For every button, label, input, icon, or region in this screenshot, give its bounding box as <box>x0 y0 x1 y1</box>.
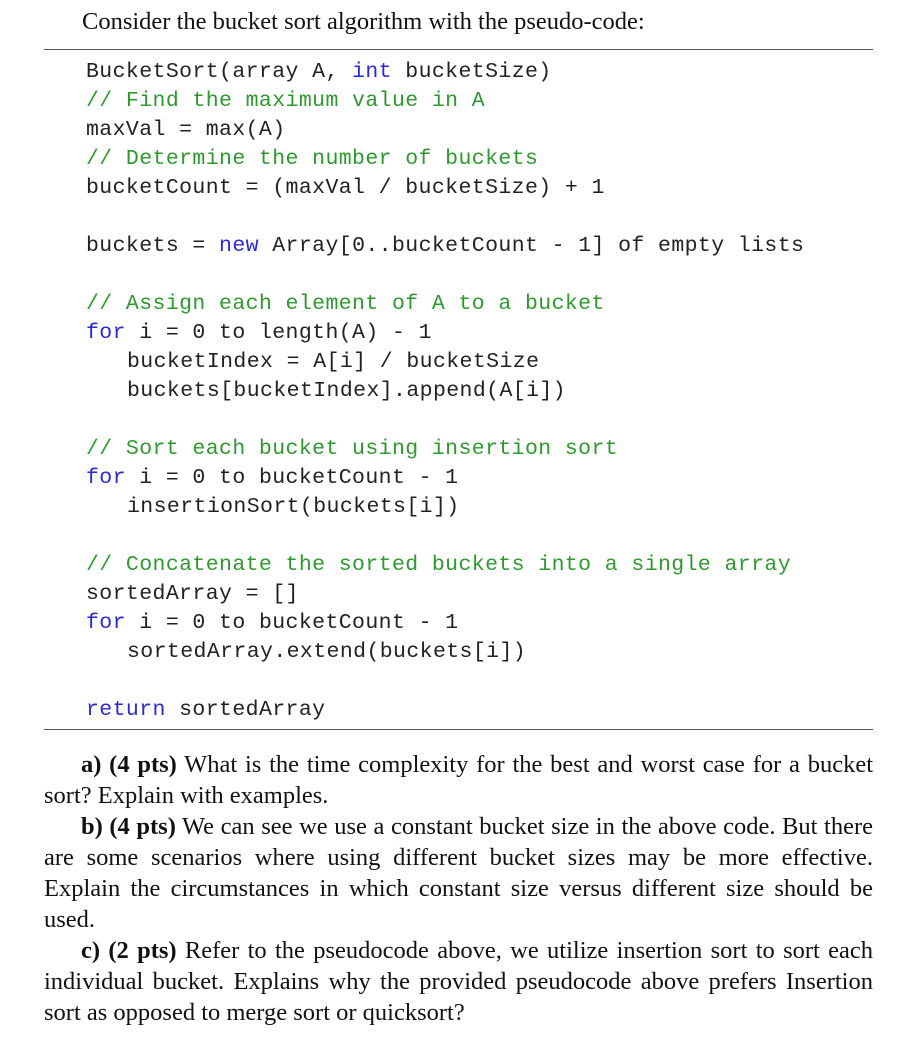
code-line <box>86 377 804 406</box>
code-token: sortedArray <box>165 698 326 722</box>
code-comment: // Assign each element of A to a bucket <box>86 292 605 316</box>
question-b-label: b) (4 pts) <box>81 813 176 840</box>
code-token: insertionSort(buckets[i]) <box>127 495 460 519</box>
code-line <box>86 522 804 551</box>
code-comment: // Sort each bucket using insertion sort <box>86 437 619 461</box>
questions-section <box>44 749 873 1028</box>
code-line <box>86 464 804 493</box>
code-line <box>86 290 804 319</box>
code-keyword: for <box>86 466 126 490</box>
code-line <box>86 348 804 377</box>
code-line <box>86 174 804 203</box>
code-token: maxVal = max(A) <box>86 118 286 142</box>
code-line <box>86 116 804 145</box>
code-token: sortedArray.extend(buckets[i]) <box>127 640 527 664</box>
code-comment: // Determine the number of buckets <box>86 147 539 171</box>
code-token: buckets = <box>86 234 220 258</box>
code-line <box>86 406 804 435</box>
code-comment: // Find the maximum value in A <box>86 89 486 113</box>
code-token: i = 0 to length(A) - 1 <box>125 321 432 345</box>
code-comment: // Concatenate the sorted buckets into a single array <box>86 553 792 577</box>
code-token: sortedArray = [] <box>86 582 299 606</box>
code-line <box>86 435 804 464</box>
pseudocode-block <box>86 58 804 725</box>
code-line <box>86 609 804 638</box>
code-line <box>86 232 804 261</box>
code-line <box>86 87 804 116</box>
top-rule <box>44 49 873 50</box>
code-token: Array[0..bucketCount - 1] of empty lists <box>258 234 805 258</box>
code-line <box>86 667 804 696</box>
question-c-label: c) (2 pts) <box>81 937 177 964</box>
code-line <box>86 58 804 87</box>
code-line <box>86 145 804 174</box>
bottom-rule <box>44 729 873 730</box>
question-c-text: Refer to the pseudocode above, we utilize insertion sort to sort each individual bucket. Explains why the provided pseudocode above prefers Insertion sort as opposed to merge sort or quicksort? <box>44 937 874 1026</box>
code-keyword: int <box>352 60 392 84</box>
code-line <box>86 261 804 290</box>
code-keyword: new <box>219 234 259 258</box>
code-line <box>86 203 804 232</box>
code-token: i = 0 to bucketCount - 1 <box>125 611 459 635</box>
question-c <box>44 935 873 1028</box>
code-line <box>86 551 804 580</box>
code-line <box>86 696 804 725</box>
intro-text: Consider the bucket sort algorithm with the pseudo-code: <box>82 8 645 35</box>
code-token: buckets[bucketIndex].append(A[i]) <box>127 379 566 403</box>
code-token: i = 0 to bucketCount - 1 <box>125 466 459 490</box>
code-token: bucketIndex = A[i] / bucketSize <box>127 350 540 374</box>
code-keyword: for <box>86 611 126 635</box>
code-line <box>86 580 804 609</box>
question-a-label: a) (4 pts) <box>81 751 177 778</box>
code-keyword: return <box>86 698 166 722</box>
question-b <box>44 811 873 935</box>
code-line <box>86 493 804 522</box>
code-token: BucketSort(array A, <box>86 60 353 84</box>
question-b-text: We can see we use a constant bucket size in the above code. But there are some scenarios where using different bucket sizes may be more effective. Explain the circumstances in which constant size versus different size should be used. <box>44 813 873 933</box>
question-a <box>44 749 873 811</box>
code-line <box>86 638 804 667</box>
code-token: bucketSize) <box>391 60 552 84</box>
code-token: bucketCount = (maxVal / bucketSize) + 1 <box>86 176 605 200</box>
question-a-text: What is the time complexity for the best and worst case for a bucket sort? Explain with examples. <box>44 751 874 809</box>
code-keyword: for <box>86 321 126 345</box>
code-line <box>86 319 804 348</box>
